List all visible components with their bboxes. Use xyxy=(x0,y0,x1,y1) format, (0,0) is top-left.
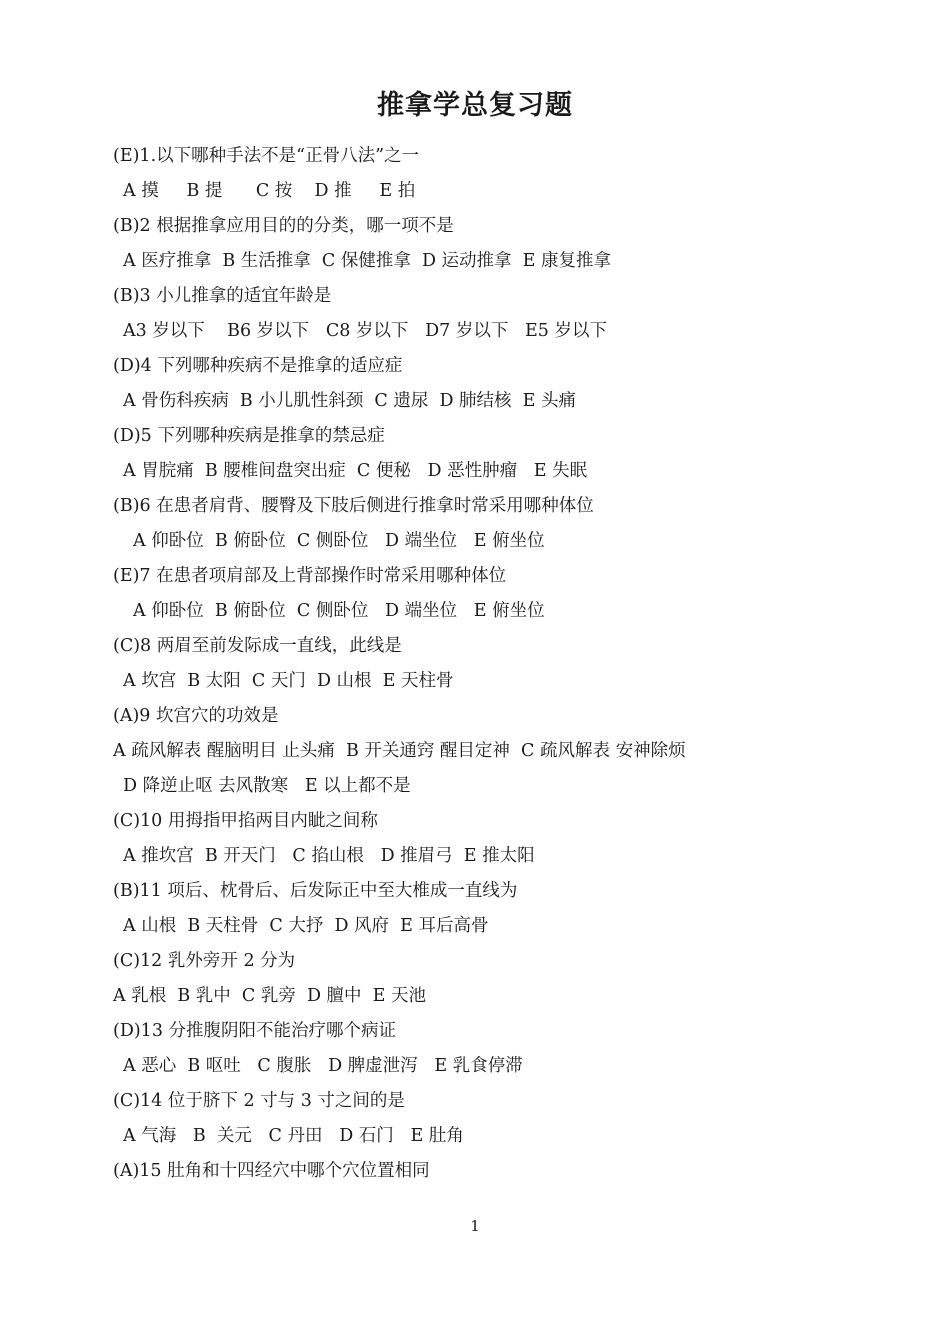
question-line: A 疏风解表 醒脑明目 止头痛 B 开关通窍 醒目定神 C 疏风解表 安神除烦 xyxy=(113,741,686,761)
question-line: (B)6 在患者肩背、腰臀及下肢后侧进行推拿时常采用哪种体位 xyxy=(113,496,594,516)
page-title: 推拿学总复习题 xyxy=(377,90,573,121)
question-line: (E)1.以下哪种手法不是“正骨八法”之一 xyxy=(113,146,420,166)
option-line: A 山根 B 天柱骨 C 大抒 D 风府 E 耳后高骨 xyxy=(123,916,489,936)
option-line: A 摸 B 提 C 按 D 推 E 拍 xyxy=(123,181,416,201)
option-line: A 仰卧位 B 俯卧位 C 侧卧位 D 端坐位 E 俯坐位 xyxy=(133,601,545,621)
option-line: A 推坎宫 B 开天门 C 掐山根 D 推眉弓 E 推太阳 xyxy=(123,846,535,866)
question-line: (C)10 用拇指甲掐两目内眦之间称 xyxy=(113,811,378,831)
question-line: (A)9 坎宫穴的功效是 xyxy=(113,706,279,726)
question-list xyxy=(113,139,813,1189)
option-line: A3 岁以下 B6 岁以下 C8 岁以下 D7 岁以下 E5 岁以下 xyxy=(123,321,607,341)
question-line: (B)11 项后、枕骨后、后发际正中至大椎成一直线为 xyxy=(113,881,518,901)
question-line: (B)3 小儿推拿的适宜年龄是 xyxy=(113,286,332,306)
option-line: A 胃脘痛 B 腰椎间盘突出症 C 便秘 D 恶性肿瘤 E 失眠 xyxy=(123,461,588,481)
page-number: 1 xyxy=(470,1217,480,1235)
question-line: (D)13 分推腹阴阳不能治疗哪个病证 xyxy=(113,1021,397,1041)
option-line: A 恶心 B 呕吐 C 腹胀 D 脾虚泄泻 E 乳食停滞 xyxy=(123,1056,523,1076)
question-line: (A)15 肚角和十四经穴中哪个穴位置相同 xyxy=(113,1161,430,1181)
option-line: A 医疗推拿 B 生活推拿 C 保健推拿 D 运动推拿 E 康复推拿 xyxy=(123,251,612,271)
question-line: (D)4 下列哪种疾病不是推拿的适应症 xyxy=(113,356,403,376)
question-line: (B)2 根据推拿应用目的的分类，哪一项不是 xyxy=(113,216,454,236)
question-line: (C)14 位于脐下 2 寸与 3 寸之间的是 xyxy=(113,1091,405,1111)
question-line: (C)12 乳外旁开 2 分为 xyxy=(113,951,296,971)
question-line: A 乳根 B 乳中 C 乳旁 D 膻中 E 天池 xyxy=(113,986,427,1006)
option-line: A 仰卧位 B 俯卧位 C 侧卧位 D 端坐位 E 俯坐位 xyxy=(133,531,545,551)
option-line: A 骨伤科疾病 B 小儿肌性斜颈 C 遗尿 D 肺结核 E 头痛 xyxy=(123,391,577,411)
option-line: A 气海 B 关元 C 丹田 D 石门 E 肚角 xyxy=(123,1126,464,1146)
question-line: (C)8 两眉至前发际成一直线，此线是 xyxy=(113,636,402,656)
question-line: (D)5 下列哪种疾病是推拿的禁忌症 xyxy=(113,426,385,446)
option-line: D 降逆止呕 去风散寒 E 以上都不是 xyxy=(123,776,411,796)
option-line: A 坎宫 B 太阳 C 天门 D 山根 E 天柱骨 xyxy=(123,671,454,691)
question-line: (E)7 在患者项肩部及上背部操作时常采用哪种体位 xyxy=(113,566,507,586)
